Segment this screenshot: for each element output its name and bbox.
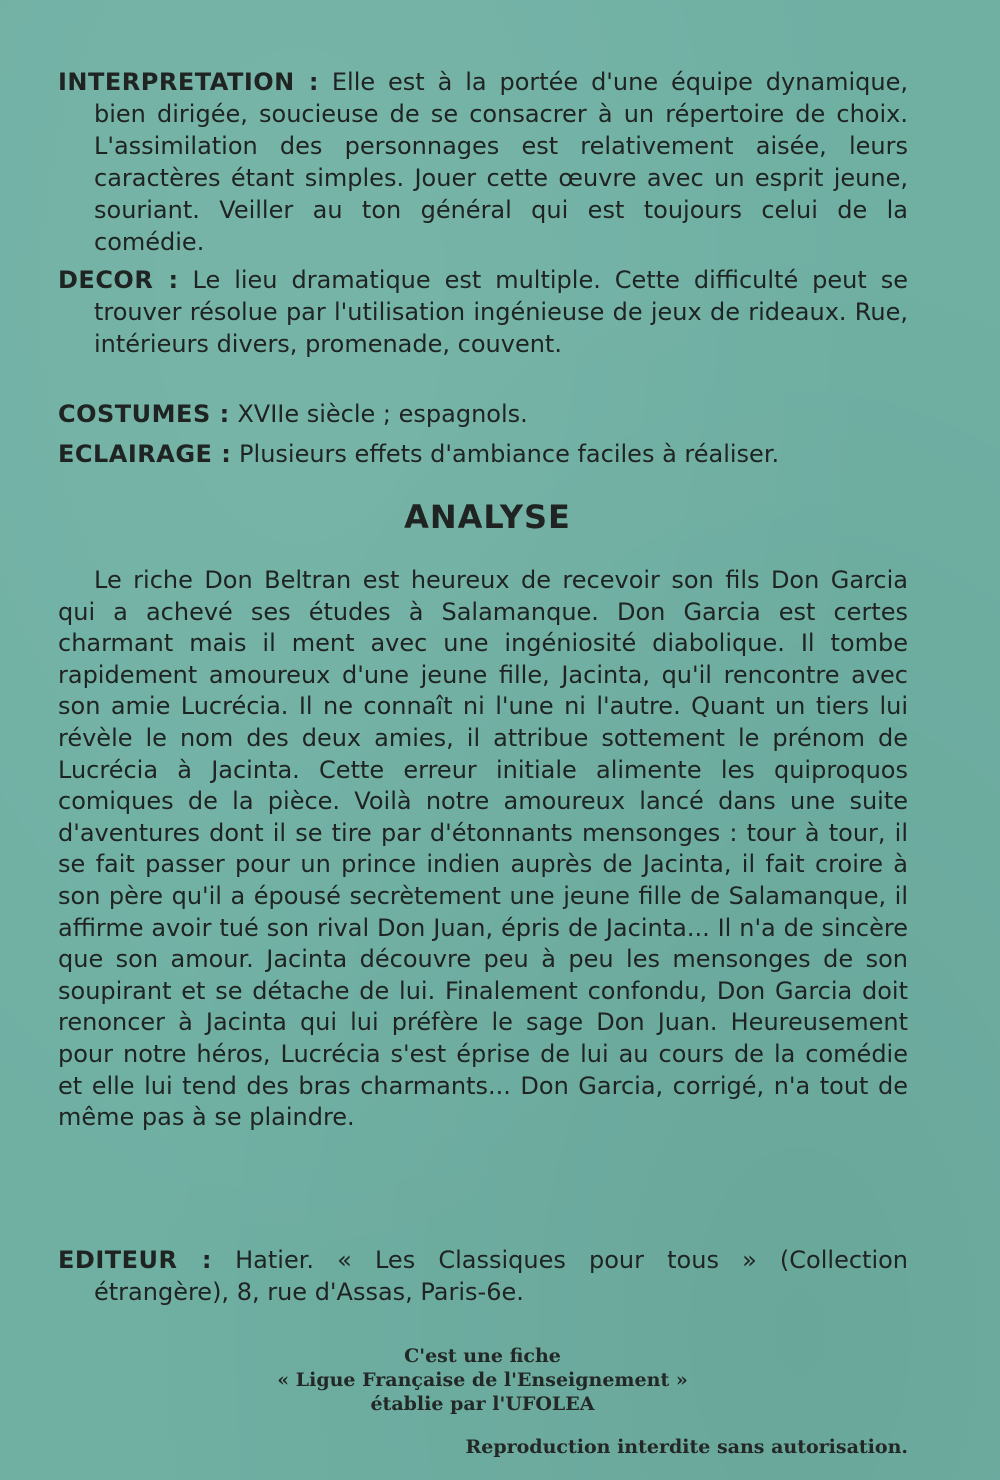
- decor-section: [58, 264, 908, 360]
- eclairage-section: [58, 438, 908, 470]
- interpretation-text: Elle est à la portée d'une équipe dynamique, bien dirigée, soucieuse de se consacrer à un répertoire de choix. L'assimilation des personnages est relativement aisée, leurs caractères étant simples. Jouer cette œuvre avec un esprit jeune, souriant. Veiller au ton général qui est toujours celui de la comédie.: [94, 68, 909, 256]
- editeur-section: [58, 1244, 908, 1308]
- analyse-text: Le riche Don Beltran est heureux de recevoir son fils Don Garcia qui a achevé ses études à Salamanque. Don Garcia est certes charmant mais il ment avec une ingéniosité diabolique. Il tombe rapidement amoureux d'une jeune fille, Jacinta, qu'il rencontre avec son amie Lucrécia. Il ne connaît ni l'une ni l'autre. Quant un tiers lui révèle le nom des deux amies, il attribue sottement le prénom de Lucrécia à Jacinta. Cette erreur initiale alimente les quiproquos comiques de la pièce. Voilà notre amoureux lancé dans une suite d'aventures dont il se tire par d'étonnants mensonges : tour à tour, il se fait passer pour un prince indien auprès de Jacinta, il fait croire à son père qu'il a épousé secrètement une jeune fille de Salamanque, il affirme avoir tué son rival Don Juan, épris de Jacinta... Il n'a de sincère que son amour. Jacinta découvre peu à peu les mensonges de son soupirant et se détache de lui. Finalement confondu, Don Garcia doit renoncer à Jacinta qui lui préfère le sage Don Juan. Heureusement pour notre héros, Lucrécia s'est éprise de lui au cours de la comédie et elle lui tend des bras charmants... Don Garcia, corrigé, n'a tout de même pas à se plaindre.: [58, 566, 908, 1132]
- editeur-text: Hatier. « Les Classiques pour tous » (Collection étrangère), 8, rue d'Assas, Paris-6e.: [94, 1246, 908, 1306]
- eclairage-label: ECLAIRAGE :: [58, 440, 232, 468]
- decor-label: DECOR :: [58, 266, 179, 294]
- footer-line-1: C'est une fiche: [404, 1345, 561, 1367]
- reproduction-notice: Reproduction interdite sans autorisation.: [465, 1436, 908, 1458]
- analyse-heading: ANALYSE: [404, 498, 571, 536]
- interpretation-section: [58, 66, 908, 258]
- editeur-label: EDITEUR :: [58, 1246, 212, 1274]
- costumes-label: COSTUMES :: [58, 400, 230, 428]
- eclairage-text: Plusieurs effets d'ambiance faciles à réaliser.: [239, 440, 780, 468]
- footer-line-3: établie par l'UFOLEA: [370, 1393, 595, 1415]
- interpretation-label: INTERPRETATION :: [58, 68, 319, 96]
- decor-text: Le lieu dramatique est multiple. Cette difficulté peut se trouver résolue par l'utilisation ingénieuse de jeux de rideaux. Rue, intérieurs divers, promenade, couvent.: [94, 266, 908, 358]
- costumes-text: XVIIe siècle ; espagnols.: [237, 400, 528, 428]
- footer-line-2: « Ligue Française de l'Enseignement »: [277, 1369, 688, 1391]
- costumes-section: [58, 398, 908, 430]
